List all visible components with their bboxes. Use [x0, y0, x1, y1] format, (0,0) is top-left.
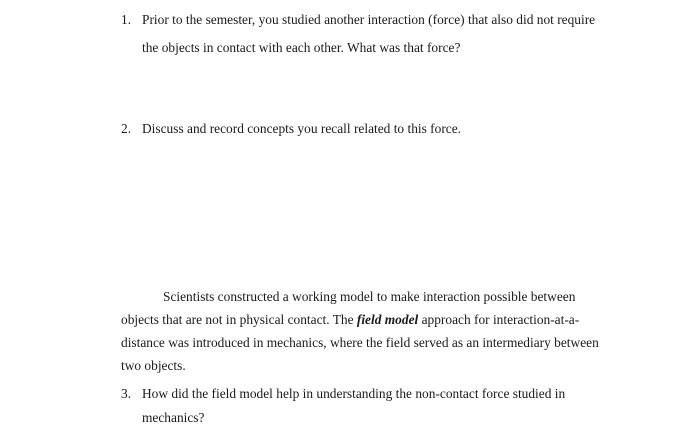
question-1-line-2: the objects in contact with each other. What was that force?	[142, 40, 461, 55]
question-2-number: 2.	[121, 121, 132, 136]
question-3-number: 3.	[121, 386, 132, 401]
paragraph-line-2-start: objects that are not in physical contact. The	[121, 312, 357, 327]
paragraph-line-3: distance was introduced in mechanics, where the field served as an intermediary between	[121, 335, 599, 350]
paragraph-line-1: Scientists constructed a working model to make interaction possible between	[163, 289, 576, 304]
field-model-emphasis: field model	[356, 312, 419, 327]
question-1-line-1: Prior to the semester, you studied another interaction (force) that also did not require	[142, 12, 596, 27]
question-3-line-2: mechanics?	[142, 410, 205, 425]
question-3-line-1: How did the field model help in understanding the non-contact force studied in	[142, 386, 566, 401]
question-2-line-1: Discuss and record concepts you recall related to this force.	[142, 121, 462, 136]
question-1-number: 1.	[121, 12, 132, 27]
paragraph-line-2-end: approach for interaction-at-a-	[418, 312, 580, 327]
paragraph-line-2	[121, 312, 579, 328]
paragraph-line-4: two objects.	[121, 358, 186, 373]
